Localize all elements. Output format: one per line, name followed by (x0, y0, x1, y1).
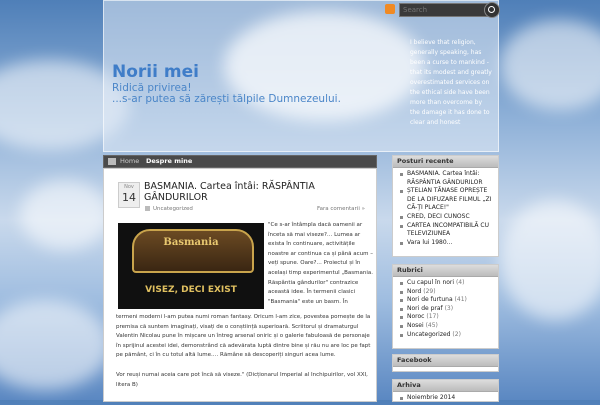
list-item[interactable] (398, 279, 494, 288)
category-count: (2) (452, 330, 461, 338)
nav-item-home[interactable]: Home (120, 157, 140, 165)
recent-posts-list (393, 168, 498, 249)
rss-icon[interactable] (385, 4, 395, 14)
list-item[interactable] (398, 305, 494, 314)
category-name[interactable]: Uncategorized (407, 330, 451, 338)
widget-title: Rubrici (393, 265, 498, 277)
list-item[interactable] (398, 296, 494, 305)
cloud-shape (500, 200, 600, 320)
list-item[interactable]: CRED, DECI CUNOSC (398, 213, 494, 222)
image-banner-shape (132, 229, 254, 273)
cloud-shape (20, 180, 110, 250)
post-date-badge (118, 182, 140, 208)
post-title[interactable]: BASMANIA. Cartea întâi: RĂSPÂNTIA GÂNDURILOR (144, 181, 315, 203)
main-navigation (103, 155, 377, 168)
category-count: (17) (426, 313, 439, 321)
search-input[interactable] (399, 3, 489, 17)
post-comments-link[interactable]: Fara comentarii » (317, 206, 365, 212)
cloud-shape (500, 20, 600, 110)
list-item[interactable] (398, 322, 494, 331)
widget-title: Facebook (393, 355, 498, 367)
categories-list (393, 277, 498, 341)
categories-widget (392, 264, 499, 349)
list-item[interactable]: Noiembrie 2014 (398, 394, 494, 403)
post-body-text: Vor reuși numai aceia care pot încă să viseze." (Dicționarul Imperial al Inchipuirilor, vol XXI, litera B) (116, 372, 368, 388)
folder-icon (145, 206, 150, 211)
category-name[interactable]: Nori de furtuna (407, 296, 453, 304)
post-category[interactable]: Uncategorized (153, 206, 193, 212)
category-name[interactable]: Noroc (407, 313, 425, 321)
category-name[interactable]: Nori de praf (407, 304, 443, 312)
category-count: (29) (423, 287, 436, 295)
image-title-text: Basmania (163, 237, 219, 248)
category-name[interactable]: Cu capul în nori (407, 279, 455, 286)
list-item[interactable] (398, 313, 494, 322)
list-item[interactable]: CARTEA INCOMPATIBILĂ CU TELEVIZIUNEA (398, 222, 494, 239)
list-item[interactable] (398, 331, 494, 340)
archive-widget (392, 379, 499, 402)
list-item[interactable]: ȘTELIAN TĂNASE OPREȘTE DE LA DIFUZARE FILMUL „ZI CĂ-ȚI PLACE!" (398, 187, 494, 213)
site-tagline-secondary: ...s-ar putea să zărești tălpile Dumnezeului. (112, 93, 341, 105)
list-item[interactable]: BASMANIA. Cartea întâi: RĂSPÂNTIA GÂNDURILOR (398, 170, 494, 187)
image-caption-text: VISEZ, DECI EXIST (145, 285, 237, 295)
post-date-month: Nov (124, 184, 134, 190)
search-icon[interactable] (484, 2, 500, 18)
list-item[interactable]: Vara lui 1980... (398, 239, 494, 248)
post-date-day: 14 (122, 191, 136, 204)
post-image (118, 223, 264, 309)
category-name[interactable]: Nord (407, 287, 422, 295)
site-tagline: Ridică privirea! (112, 82, 192, 94)
post-body-text: termeni moderni l-am putea numi roman fantasy. Oricum l-am zice, povestea pornește de la premisa că suntem imaginați, visați de o conștiință superioară. Scriitorul și dramaturgul Valentin Nicolau pune în mișcare un întreg arsenal oniric și o galerie fabuloasă de personaje în sprijinul acestei idei, demonstrând că adevărata luptă dintre bine și rău nu are loc pe fapt pe pământ, ci în cu totul altă lume.… Rămâne să descoperiți singuri acea lume. (116, 314, 371, 359)
widget-title: Arhiva (393, 380, 498, 392)
widget-title: Posturi recente (393, 156, 498, 168)
post-body-text: "Ce s-ar întâmpla dacă oamenii ar înceta să mai viseze?… Lumea ar exista în continuare, activitățile noastre ar continua ca și până acum – veți spune. Oare?… Proiectul și în același timp experimentul „Basmania. Răspântia gândurilor" contrazice această idee. În termenii clasici "Basmania" este un basm. În (268, 222, 374, 305)
facebook-widget (392, 354, 499, 372)
list-item[interactable] (398, 288, 494, 297)
recent-posts-widget (392, 155, 499, 257)
category-count: (4) (455, 279, 465, 286)
category-count: (3) (444, 304, 454, 312)
nav-item-about[interactable]: Despre mine (146, 157, 193, 165)
category-count: (45) (425, 321, 438, 329)
home-icon[interactable] (108, 158, 116, 165)
category-name[interactable]: Nosei (407, 321, 424, 329)
header-quote: I believe that religion, generally speaking, has been a curse to mankind - that its modest and greatly overestimated services on the ethical side have been more than overcome by the damage it has done to clear and honest (410, 39, 492, 126)
cloud-shape (0, 300, 110, 390)
category-count: (41) (454, 296, 467, 304)
archive-list (393, 392, 498, 405)
site-title[interactable]: Norii mei (112, 62, 199, 82)
